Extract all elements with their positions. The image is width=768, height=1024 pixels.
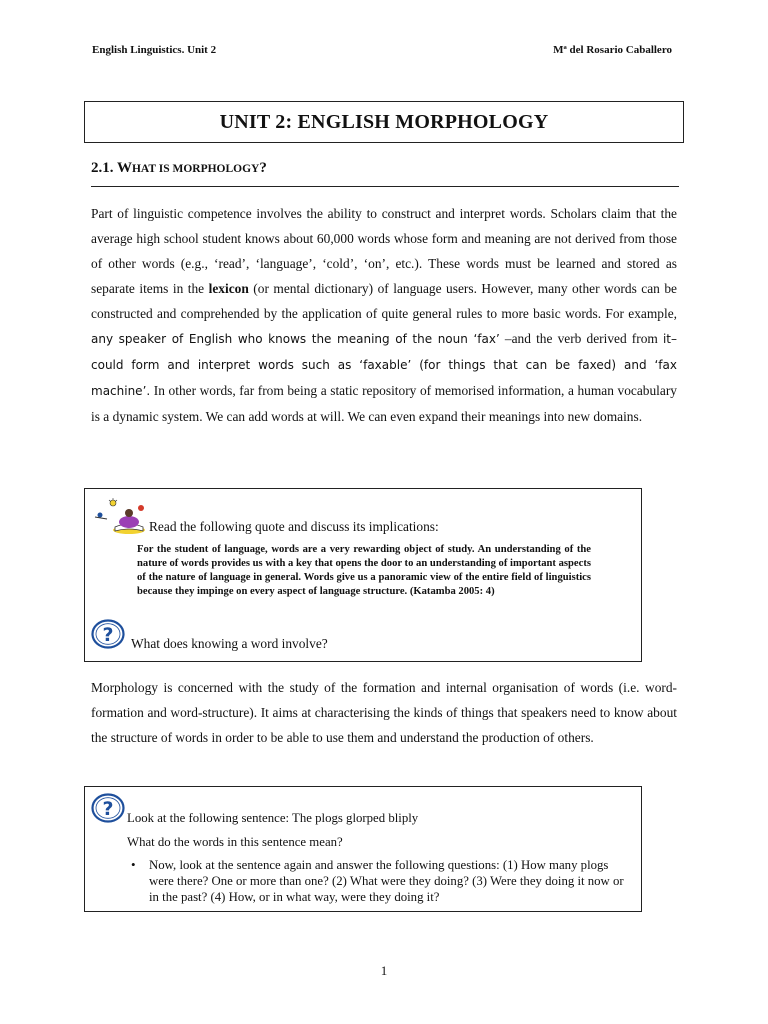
unit-title-box (84, 101, 684, 143)
section-title-qmark: ? (259, 160, 267, 176)
paragraph-intro-text-2: (or mental dictionary) of language users. However, many other words can be constructed and comprehended by the application of quite general rules to more basic words. For example, (91, 281, 677, 321)
paragraph-intro-sans-2: it– could form and interpret words such as ‘faxable’ (for things that can be faxed) and ‘fax machine’. (91, 332, 678, 398)
question-mark-icon (91, 793, 125, 823)
header-right: Mª del Rosario Caballero (553, 44, 672, 56)
activity-box-plogs (84, 786, 642, 912)
reading-student-icon (91, 497, 147, 539)
paragraph-intro-text-4: In other words, far from being a static repository of memorised information, a human vocabulary is a dynamic system. We can add words at will. We can even expand their meanings into new domains. (91, 383, 677, 424)
plogs-questions-list (127, 857, 635, 905)
svg-text:?: ? (102, 798, 114, 820)
paragraph-morphology: Morphology is concerned with the study of the formation and internal organisation of words (i.e. word-formation and word-structure). It aims at characterising the kinds of things that speakers need to know about the structure of words in order to be able to use them and understand the production of others. (91, 680, 677, 745)
section-number: 2.1. (91, 160, 117, 176)
paragraph-intro-text-3: –and the verb derived from (499, 331, 663, 346)
plogs-sentence-prompt: Look at the following sentence: The plogs glorped bliply (127, 811, 419, 825)
section-heading (91, 160, 679, 177)
paragraph-intro-sans-1: any speaker of English who knows the meaning of the noun ‘fax’ (91, 332, 500, 346)
term-lexicon: lexicon (208, 281, 249, 296)
unit-title: UNIT 2: ENGLISH MORPHOLOGY (219, 110, 549, 133)
question-knowing-word: What does knowing a word involve? (131, 636, 328, 651)
katamba-quote: For the student of language, words are a very rewarding object of study. An understanding of the nature of words provides us with a key that opens the door to an understanding of important aspects of the nature of language in general. Words give us a panoramic view of the entire field of linguistics because they impinge on every aspect of language structure. (Katamba 2005: 4) (137, 544, 591, 597)
paragraph-intro (91, 201, 677, 429)
header-left: English Linguistics. Unit 2 (92, 44, 217, 56)
running-header (92, 44, 672, 56)
page-number: 1 (380, 963, 388, 978)
section-title-rest: HAT IS MORPHOLOGY (131, 163, 260, 175)
question-mark-icon (91, 619, 125, 649)
section-rule (91, 186, 679, 187)
plogs-meaning-question: What do the words in this sentence mean? (127, 835, 343, 849)
svg-text:?: ? (102, 624, 114, 646)
list-item: • Now, look at the sentence again and answer the following questions: (1) How many plogs were there? One or more than one? (2) What were they doing? (3) Were they doing it now or in the past? (4) How, or in what way, were they doing it? (127, 857, 635, 905)
activity-box-quote (84, 488, 642, 662)
paragraph-intro-text-1: Part of linguistic competence involves the ability to construct and interpret words. Scholars claim that the average high school student knows about 60,000 words whose form and meaning are not derived from those of other words (e.g., ‘read’, ‘language’, ‘cold’, ‘on’, etc.). These words must be learned and stored as separate items in the (91, 206, 677, 296)
quote-prompt: Read the following quote and discuss its implications: (149, 519, 439, 534)
section-title-initial: W (116, 160, 132, 176)
